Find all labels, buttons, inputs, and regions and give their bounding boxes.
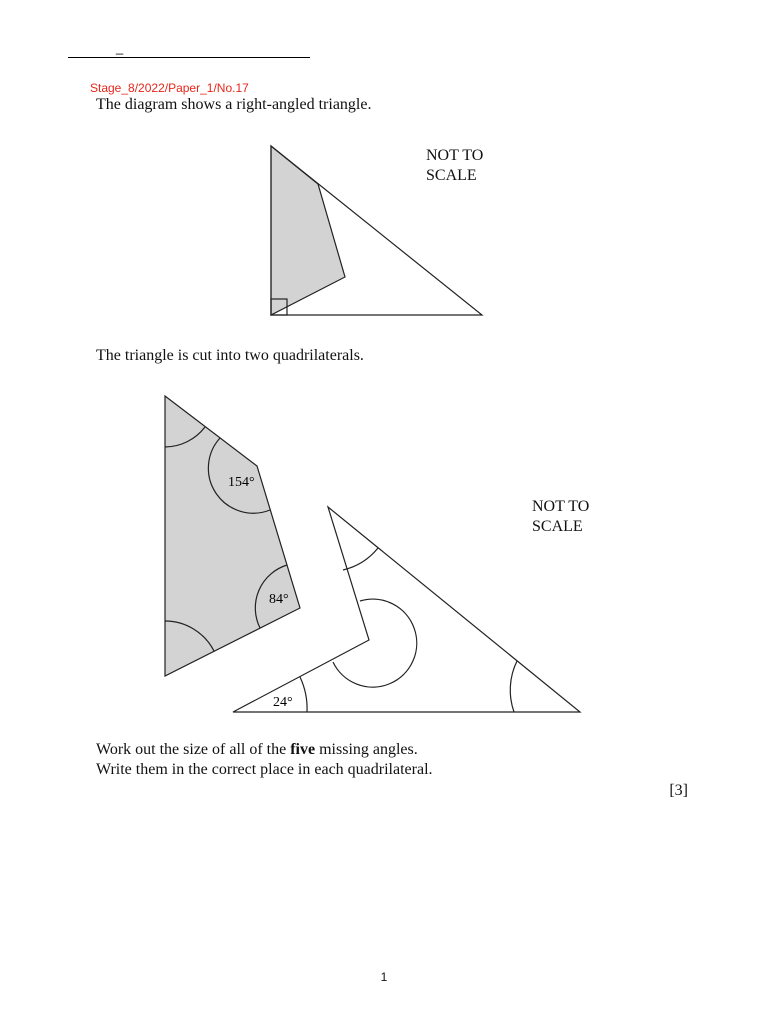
cut-sentence: The triangle is cut into two quadrilaterals. (96, 347, 364, 364)
angle-label-84: 84° (269, 592, 289, 607)
diagram-1-shaded-quadrilateral (271, 146, 345, 315)
diagram-1-note-line-1: NOT TO (426, 147, 484, 164)
page-number: 1 (380, 970, 388, 984)
question-reference: Stage_8/2022/Paper_1/No.17 (90, 81, 249, 95)
instruction-text-1: Work out the size of all of the (96, 741, 291, 758)
instruction-line-1 (96, 741, 418, 759)
name-placeholder: _ (116, 40, 124, 55)
instruction-bold-five: five (290, 741, 316, 758)
diagram-2-note-line-2: SCALE (532, 518, 583, 535)
marks: [3] (669, 782, 688, 799)
instruction-text-2: missing angles. (315, 741, 418, 758)
diagram-1-scale-note (426, 146, 483, 186)
diagram-1-note-line-2: SCALE (426, 167, 477, 184)
diagram-2-shaded-quadrilateral (165, 396, 300, 676)
diagram-2-scale-note (532, 497, 589, 537)
instruction-line-2: Write them in the correct place in each quadrilateral. (96, 761, 433, 778)
angle-label-154: 154° (228, 475, 255, 490)
angle-label-24: 24° (273, 695, 293, 710)
question-intro: The diagram shows a right-angled triangle. (96, 96, 372, 113)
diagram-2-note-line-1: NOT TO (532, 498, 590, 515)
